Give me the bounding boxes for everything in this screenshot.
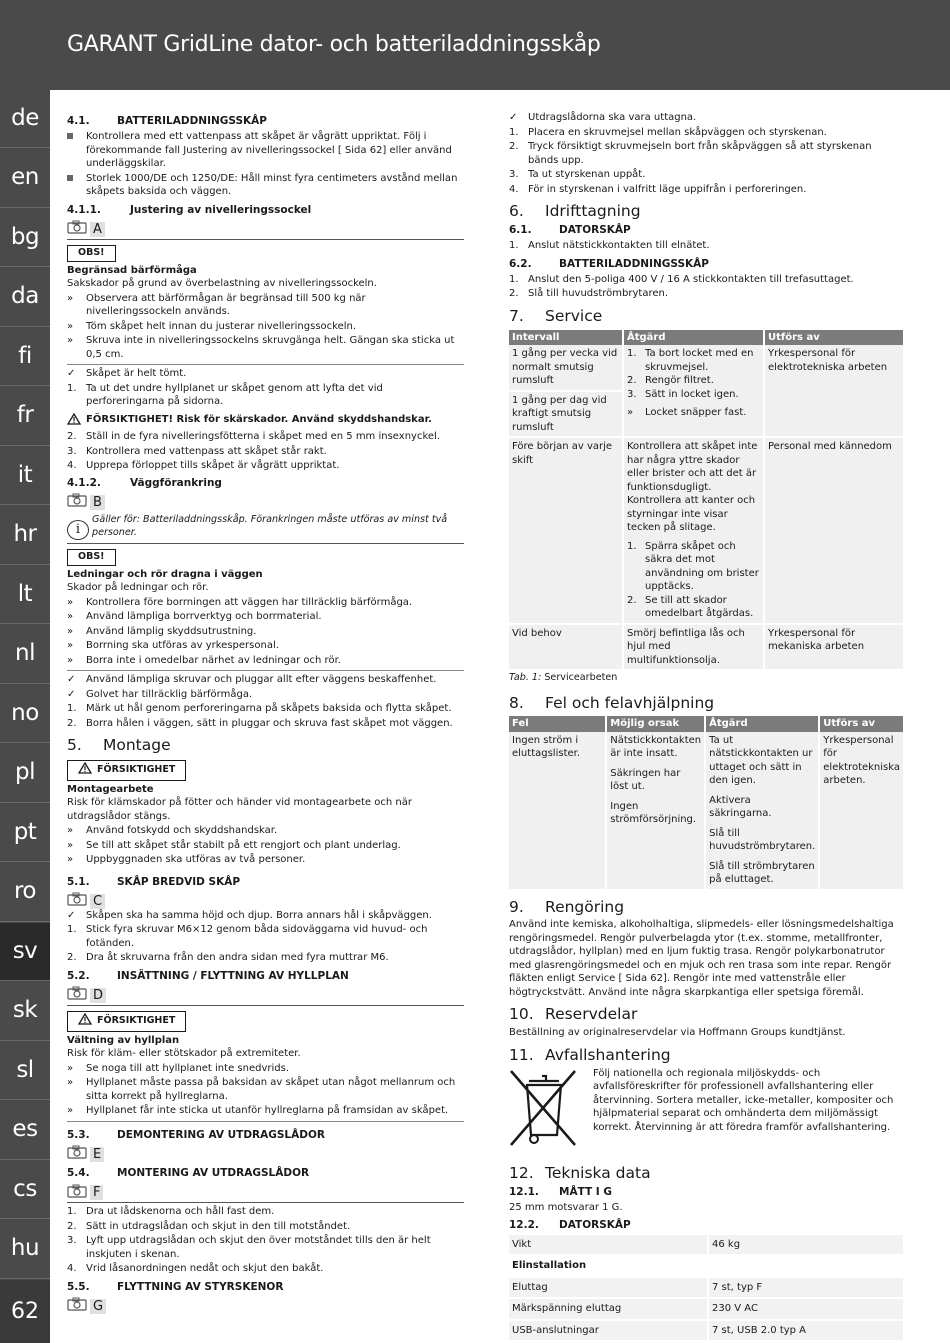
table-row: 1 gång per dag vid kraftigt smutsig rumsluft bbox=[509, 391, 904, 438]
list-item: » Uppbyggnaden ska utföras av två personer. bbox=[67, 854, 306, 866]
caution-title: Vältning av hyllplan bbox=[67, 1034, 180, 1046]
sidebar-lang-it[interactable]: it bbox=[0, 447, 50, 505]
step-item: 3. Ta ut styrskenan uppåt. bbox=[509, 169, 646, 180]
check-item: ✓ Golvet har tillräcklig bärförmåga. bbox=[67, 688, 253, 700]
camera-icon bbox=[67, 1297, 87, 1316]
step-item: 2. Sätt in utdragslådan och skjut in den till motståndet. bbox=[67, 1220, 351, 1232]
language-sidebar bbox=[0, 90, 50, 1343]
crossed-bin-icon bbox=[509, 1067, 593, 1151]
sidebar-lang-bg[interactable]: bg bbox=[0, 209, 50, 267]
paragraph: Beställning av originalreservdelar via Hoffmann Groups kundtjänst. bbox=[509, 1027, 846, 1039]
check-item: ✓ Utdragslådorna ska vara uttagna. bbox=[509, 112, 697, 123]
figure-ref-e: E bbox=[67, 1147, 464, 1162]
disposal-block bbox=[509, 1067, 905, 1151]
step-item: 1. Dra ut lådskenorna och håll fast dem. bbox=[67, 1206, 275, 1218]
sidebar-lang-sk[interactable]: sk bbox=[0, 983, 50, 1041]
list-item: » Hyllplanet får inte sticka ut utanför hyllreglarna på framsidan av skåpet. bbox=[67, 1105, 449, 1117]
sidebar-lang-lt[interactable]: lt bbox=[0, 566, 50, 624]
paragraph: 25 mm motsvarar 1 G. bbox=[509, 1201, 623, 1213]
figure-ref-b: B bbox=[67, 495, 464, 510]
camera-icon bbox=[67, 220, 87, 239]
page-title: GARANT GridLine dator- och batteriladdningsskåp bbox=[67, 32, 601, 57]
sidebar-lang-cs[interactable]: cs bbox=[0, 1161, 50, 1219]
list-item: » Kontrollera före borrningen att väggen har tillräcklig bärförmåga. bbox=[67, 596, 413, 608]
check-item: ✓ Skåpen ska ha samma höjd och djup. Borra annars hål i skåpväggen. bbox=[67, 909, 432, 921]
info-note: i Gäller för: Batteriladdningsskåp. Förankringen måste utföras av minst två personer. bbox=[67, 514, 464, 540]
fault-table bbox=[509, 716, 905, 891]
sidebar-lang-sl[interactable]: sl bbox=[0, 1042, 50, 1100]
step-item: 1. Anslut den 5-poliga 400 V / 16 A stickkontakten till trefasuttaget. bbox=[509, 273, 854, 285]
table-row: Vid behov Smörj befintliga lås och hjul med multifunktionsolja. Yrkespersonal för mekaniska arbeten bbox=[509, 624, 904, 671]
list-item: » Använd lämplig skyddsutrustning. bbox=[67, 625, 257, 637]
list-item: » Observera att bärförmågan är begränsad till 500 kg när nivelleringssockeln används. bbox=[67, 292, 366, 318]
paragraph: Använd inte kemiska, alkoholhaltiga, slipmedels- eller lösningsmedelshaltiga rengöringsmedel. Rengör pulverbelagda ytor (t.ex. stomme, metallfronter, utdragslådor, hyllplan) med en ljum fuktig trasa. Rengör polykarbonatrutor med glasrengöringsmedel och en mjuk och ren trasa som inte repar. Rengör fläkten enligt Service [ Sida 62]. Rengör inte med vattenstråle eller högtryckstvätt. Använd inte några skarpkantiga eller spetsiga föremål. bbox=[509, 919, 894, 998]
sidebar-lang-sv[interactable]: sv bbox=[0, 923, 50, 981]
step-item: 4. Upprepa förloppet tills skåpet är vågrätt uppriktat. bbox=[67, 460, 340, 472]
chapter-heading: 11. Avfallshantering bbox=[509, 1045, 671, 1064]
chapter-heading: 7. Service bbox=[509, 306, 603, 325]
step-item: 2. Tryck försiktigt skruvmejseln bort från skåpväggen så att styrskenan bänds upp. bbox=[509, 141, 872, 166]
camera-icon bbox=[67, 986, 87, 1005]
step-item: 4. Vrid låsanordningen nedåt och skjut den bakåt. bbox=[67, 1263, 324, 1275]
sidebar-lang-de[interactable]: de bbox=[0, 90, 50, 148]
chapter-heading: 10. Reservdelar bbox=[509, 1005, 638, 1024]
chapter-heading: 8. Fel och felavhjälpning bbox=[509, 694, 715, 713]
chapter-heading: 6. Idrifttagning bbox=[509, 202, 641, 220]
checkmark-icon: ✓ bbox=[509, 112, 518, 123]
section-heading: 5.4. MONTERING AV UTDRAGSLÅDOR bbox=[67, 1167, 310, 1180]
list-item: » Borra inte i omedelbar närhet av ledningar och rör. bbox=[67, 654, 341, 666]
caution-title: Montagearbete bbox=[67, 783, 154, 795]
checkmark-icon: ✓ bbox=[67, 688, 76, 700]
notice-badge: OBS! bbox=[67, 245, 116, 262]
caution-text: Risk för klämskador på fötter och händer vid montagearbete och när utdragslådor stängs. bbox=[67, 797, 412, 822]
figure-ref-g: G bbox=[67, 1299, 464, 1314]
check-item: ✓ Skåpet är helt tömt. bbox=[67, 368, 187, 380]
figure-ref-c: C bbox=[67, 894, 464, 909]
checkmark-icon: ✓ bbox=[67, 909, 76, 921]
step-item: 2. Borra hålen i väggen, sätt in pluggar och skruva fast skåpet mot väggen. bbox=[67, 717, 453, 729]
step-item: 3. Kontrollera med vattenpass att skåpet står rakt. bbox=[67, 445, 327, 457]
list-item: » Se till att skåpet står stabilt på ett rengjort och plant underlag. bbox=[67, 839, 401, 851]
checkmark-icon: ✓ bbox=[67, 674, 76, 686]
list-item: Storlek 1000/DE och 1250/DE: Håll minst fyra centimeters avstånd mellan skåpets baksida och väggen. bbox=[67, 172, 464, 199]
chapter-heading: 5. Montage bbox=[67, 736, 171, 755]
list-item: Kontrollera med ett vattenpass att skåpet är vågrätt uppriktat. Följ i förekommande fall Justering av nivelleringssockel [ Sida 62] eller använd underläggskilar. bbox=[67, 130, 464, 171]
section-heading: 6.1. DATORSKÅP bbox=[509, 223, 631, 236]
warning-icon bbox=[78, 1013, 92, 1030]
sidebar-lang-hr[interactable]: hr bbox=[0, 507, 50, 565]
subsection-heading: 4.1.1. Justering av nivelleringssockel bbox=[67, 203, 312, 216]
chapter-heading: 12. Tekniska data bbox=[509, 1163, 651, 1182]
caution-badge: FÖRSIKTIGHET bbox=[67, 760, 186, 781]
service-table bbox=[509, 330, 905, 672]
table-row: Eluttag 7 st, typ F bbox=[509, 1277, 904, 1299]
section-heading: 4.1. BATTERILADDNINGSSKÅP bbox=[67, 115, 268, 127]
sidebar-lang-nl[interactable]: nl bbox=[0, 626, 50, 684]
bullet-square-icon bbox=[67, 133, 73, 139]
table-row: Ingen ström i eluttagslister. Nätstickkontakten är inte insatt. Säkringen har löst ut. Ingen strömförsörjning. Ta ut nätstickkontakten ur uttaget och sätt in den igen. Aktivera säkringarna. Slå till huvudströmbrytaren. Slå till strömbrytaren på eluttaget. Yrkespersonal för elektrotekniska arbeten. bbox=[509, 732, 904, 890]
section-heading: 6.2. BATTERILADDNINGSSKÅP bbox=[509, 257, 710, 270]
step-item: 2. Ställ in de fyra nivelleringsfötterna i skåpet med en 5 mm insexnyckel. bbox=[67, 431, 440, 443]
paragraph: Följ nationella och regionala miljöskydds- och avfallsföreskrifter för professionell avfallshantering eller återvinning. Sortera metaller, icke-metaller, kompositer och hjälpmaterial separat och omhänderta dem miljömässigt korrekt. Återvinning är att föredra framför avfallshantering. bbox=[593, 1067, 894, 1133]
info-icon: i bbox=[67, 520, 89, 540]
table-header-row: Fel Möjlig orsak Åtgärd Utförs av bbox=[509, 716, 904, 732]
sidebar-lang-pl[interactable]: pl bbox=[0, 745, 50, 803]
chapter-heading: 9. Rengöring bbox=[509, 897, 625, 916]
list-item: » Använd lämpliga borrverktyg och borrmaterial. bbox=[67, 611, 322, 623]
figure-ref-d: D bbox=[67, 988, 464, 1003]
table-row: Vikt 46 kg bbox=[509, 1235, 904, 1256]
step-item: 1. Stick fyra skruvar M6×12 genom båda sidoväggarna vid huvud- och fotänden. bbox=[67, 924, 428, 949]
table-row: USB-anslutningar 7 st, USB 2.0 typ A bbox=[509, 1320, 904, 1342]
table-row: Märkspänning eluttag 230 V AC bbox=[509, 1298, 904, 1320]
step-item: 1. Ta ut det undre hyllplanet ur skåpet genom att lyfta det vid perforeringarna på sidorna. bbox=[67, 382, 383, 408]
list-item: » Använd fotskydd och skyddshandskar. bbox=[67, 825, 278, 837]
notice-badge: OBS! bbox=[67, 549, 116, 566]
right-column bbox=[509, 110, 905, 1342]
sidebar-lang-en[interactable]: en bbox=[0, 150, 50, 208]
camera-icon bbox=[67, 493, 87, 512]
section-heading: 5.5. FLYTTNING AV STYRSKENOR bbox=[67, 1280, 284, 1293]
section-heading: 5.2. INSÄTTNING / FLYTTNING AV HYLLPLAN bbox=[67, 969, 349, 982]
page-header bbox=[0, 0, 950, 90]
figure-ref-f: F bbox=[67, 1185, 464, 1200]
check-item: ✓ Använd lämpliga skruvar och pluggar allt efter väggens beskaffenhet. bbox=[67, 674, 437, 686]
list-item: » Töm skåpet helt innan du justerar nivelleringssockeln. bbox=[67, 320, 357, 332]
list-item: » Borrning ska utföras av yrkespersonal. bbox=[67, 640, 279, 652]
section-heading: 5.1. SKÅP BREDVID SKÅP bbox=[67, 875, 241, 888]
table-caption: Tab. 1: Servicearbeten bbox=[509, 672, 618, 684]
table-row: 1 gång per vecka vid normalt smutsig rumsluft 1. Ta bort locket med en skruvmejsel. 2. Rengör filtret. 3. Sätt in locket igen. » Locket snäpper fast. Yrkespersonal för elektrotekniska arbeten bbox=[509, 345, 904, 391]
sidebar-lang-hu[interactable]: hu bbox=[0, 1221, 50, 1279]
step-item: 2. Slå till huvudströmbrytaren. bbox=[509, 288, 669, 300]
sidebar-lang-es[interactable]: es bbox=[0, 1102, 50, 1160]
step-item: 1. Anslut nätstickkontakten till elnätet. bbox=[509, 240, 710, 252]
warning-icon bbox=[67, 413, 86, 430]
list-item: » Se noga till att hyllplanet inte snedvrids. bbox=[67, 1062, 289, 1074]
inline-warning: FÖRSIKTIGHET! Risk för skärskador. Använd skyddshandskar. bbox=[67, 413, 464, 430]
sidebar-lang-fr[interactable]: fr bbox=[0, 388, 50, 446]
sidebar-lang-ro[interactable]: ro bbox=[0, 864, 50, 922]
step-item: 1. Placera en skruvmejsel mellan skåpväggen och styrskenan. bbox=[509, 126, 827, 138]
step-item: 1. Märk ut hål genom perforeringarna på skåpets baksida och flytta skåpet. bbox=[67, 703, 452, 715]
sidebar-lang-fi[interactable]: fi bbox=[0, 328, 50, 386]
bullet-square-icon bbox=[67, 175, 73, 181]
subsection-heading: 4.1.2. Väggförankring bbox=[67, 476, 222, 489]
camera-icon bbox=[67, 892, 87, 911]
notice-text: Skador på ledningar och rör. bbox=[67, 582, 209, 594]
sidebar-lang-pt[interactable]: pt bbox=[0, 804, 50, 862]
section-heading: 12.2. DATORSKÅP bbox=[509, 1219, 631, 1232]
notice-text: Sakskador på grund av överbelastning av nivelleringssockeln. bbox=[67, 278, 377, 290]
page-number: 62 bbox=[0, 1280, 50, 1343]
step-item: 2. Dra åt skruvarna från den andra sidan med fyra muttrar M6. bbox=[67, 952, 389, 964]
tech-data-table bbox=[509, 1235, 905, 1343]
list-item: » Hyllplanet måste passa på baksidan av skåpet utan något mellanrum och sitta korrekt på hyllreglarna. bbox=[67, 1077, 456, 1102]
figure-ref-a: A bbox=[67, 222, 464, 237]
notice-title: Ledningar och rör dragna i väggen bbox=[67, 568, 263, 580]
step-item: 3. Lyft upp utdragslådan och skjut den över motståndet tills den är helt inskjuten i skenan. bbox=[67, 1235, 431, 1260]
step-item: 4. För in styrskenan i valfritt läge uppifrån i perforeringen. bbox=[509, 183, 807, 195]
section-heading: 5.3. DEMONTERING AV UTDRAGSLÅDOR bbox=[67, 1128, 325, 1141]
caution-badge: FÖRSIKTIGHET bbox=[67, 1011, 186, 1032]
list-item: » Skruva inte in nivelleringssockelns skruvgänga helt. Gängan ska sticka ut 0,5 cm. bbox=[67, 335, 455, 360]
notice-title: Begränsad bärförmåga bbox=[67, 264, 197, 276]
warning-icon bbox=[78, 762, 92, 779]
sidebar-lang-da[interactable]: da bbox=[0, 269, 50, 327]
table-header-row: Intervall Åtgärd Utförs av bbox=[509, 330, 904, 346]
camera-icon bbox=[67, 1184, 87, 1203]
sidebar-lang-no[interactable]: no bbox=[0, 685, 50, 743]
table-row: Före början av varje skift Kontrollera att skåpet inte har några yttre skador eller brister och att det är funktionsdugligt. Kontrollera att kanter och styrningar inte visar tecken på slitage. 1. Spärra skåpet och säkra det mot användning om brister upptäcks. 2. Se till att skador omedelbart åtgärdas. Personal med kännedom bbox=[509, 437, 904, 624]
caution-text: Risk för kläm- eller stötskador på extremiteter. bbox=[67, 1048, 301, 1060]
section-heading: 12.1. MÅTT I G bbox=[509, 1185, 612, 1198]
camera-icon bbox=[67, 1145, 87, 1164]
table-row: Elinstallation bbox=[509, 1255, 904, 1277]
left-column bbox=[67, 110, 464, 1316]
checkmark-icon: ✓ bbox=[67, 368, 76, 380]
